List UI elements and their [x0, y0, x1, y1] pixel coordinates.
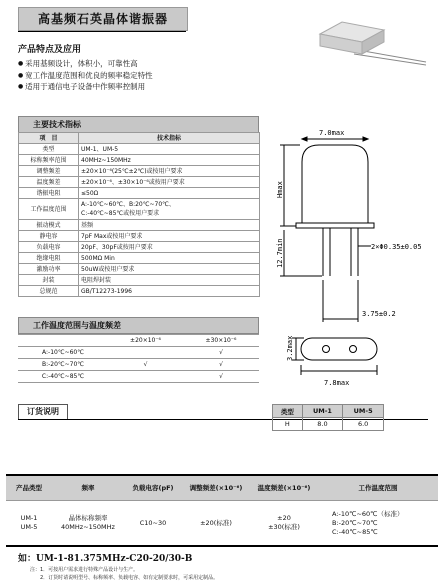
- table-row: 绝缘电阻 500MΩ Min: [19, 253, 260, 264]
- table-row: C:-40℃~85℃ √: [18, 371, 259, 383]
- spec-heading: 主要技术指标: [18, 116, 259, 133]
- temp-heading: 工作温度范围与温度频差: [18, 317, 259, 334]
- dim-pitch: 3.75±0.2: [362, 310, 396, 318]
- table-row: 总规范 GB/T12273-1996: [19, 286, 260, 297]
- table-row: 调整频差 ±20×10⁻⁶(25℃±2℃)或按用户要求: [19, 166, 260, 177]
- table-row: ±20×10⁻⁶ ±30×10⁻⁶: [18, 335, 259, 347]
- order-table: [6, 474, 438, 547]
- note-1: 注：1．可按用户需求进行特殊产品设计与生产。: [30, 567, 139, 573]
- list-item: ● 采用基频设计，体积小，可靠性高: [18, 58, 153, 70]
- list-item: ● 宽工作温度范围和优良的频率稳定特性: [18, 70, 153, 82]
- table-row: 封装 电阻焊封装: [19, 275, 260, 286]
- title-underline: [18, 31, 186, 32]
- table-row: 工作温度范围 A:-10℃~60℃、B:20℃~70℃、 C:-40℃~85℃或按用户要求: [19, 199, 260, 220]
- temp-table: [18, 334, 259, 383]
- spec-col-value: 技术指标: [79, 133, 260, 144]
- table-row: 负载电容 20pF、30pF或按用户要求: [19, 242, 260, 253]
- spec-col-item: 项 目: [19, 133, 79, 144]
- table-row: UM-1 UM-5 晶体标称频率 40MHz~150MHz C10~30 ±20(标准) ±20 ±30(标准) A:-10℃~60℃（标准） B:-20℃~70℃ C:-40℃~85℃: [6, 501, 438, 547]
- spec-table: [18, 132, 260, 297]
- features-list: [18, 58, 153, 93]
- table-row: 类型 UM-1、UM-5: [19, 144, 260, 155]
- page-title: 高基频石英晶体谐振器: [18, 7, 188, 31]
- table-row: 振动模式 基频: [19, 220, 260, 231]
- note-2: 2．订货时请说明型号、标称频率、负载电容、如有定制要求时，可采用定制品。: [30, 575, 219, 581]
- table-row: A:-10℃~60℃ √: [18, 347, 259, 359]
- list-item: ● 适用于通信电子设备中作频率控制用: [18, 81, 153, 93]
- table-row: 类型 UM-1 UM-5: [273, 405, 384, 418]
- table-row: 静电容 7pF Max或按用户要求: [19, 231, 260, 242]
- dimension-drawing: [272, 118, 444, 394]
- dim-bottom-width: 7.8max: [324, 379, 350, 387]
- um-height-table: [272, 404, 384, 431]
- table-row: 产品类型 频率 负载电容(pF) 调整频差(×10⁻⁶) 温度频差(×10⁻⁶) 工作温度范围: [6, 475, 438, 501]
- order-tag: 订货说明: [18, 404, 68, 420]
- dim-depth: 3.2max: [286, 335, 294, 361]
- dim-top-width: 7.0max: [319, 129, 345, 137]
- table-row: 温度频差 ±20×10⁻⁶、±30×10⁻⁶或按用户要求: [19, 177, 260, 188]
- table-row: 标称频率范围 40MHz~150MHz: [19, 155, 260, 166]
- table-row: H 8.0 6.0: [273, 418, 384, 431]
- table-row: 谐振电阻 ≤50Ω: [19, 188, 260, 199]
- dim-lead-diameter: 2×Φ0.35±0.05: [371, 243, 422, 251]
- table-row: 激励功率 50uW或按用户要求: [19, 264, 260, 275]
- features-heading: 产品特点及应用: [18, 45, 82, 55]
- dim-lead-length: 12.7min: [276, 238, 284, 268]
- table-row: B:-20℃~70℃ √ √: [18, 359, 259, 371]
- dim-height: Hmax: [276, 181, 284, 198]
- order-example: 如：UM-1-81.375MHz-C20-20/30-B: [18, 554, 193, 564]
- crystal-photo: [312, 16, 430, 66]
